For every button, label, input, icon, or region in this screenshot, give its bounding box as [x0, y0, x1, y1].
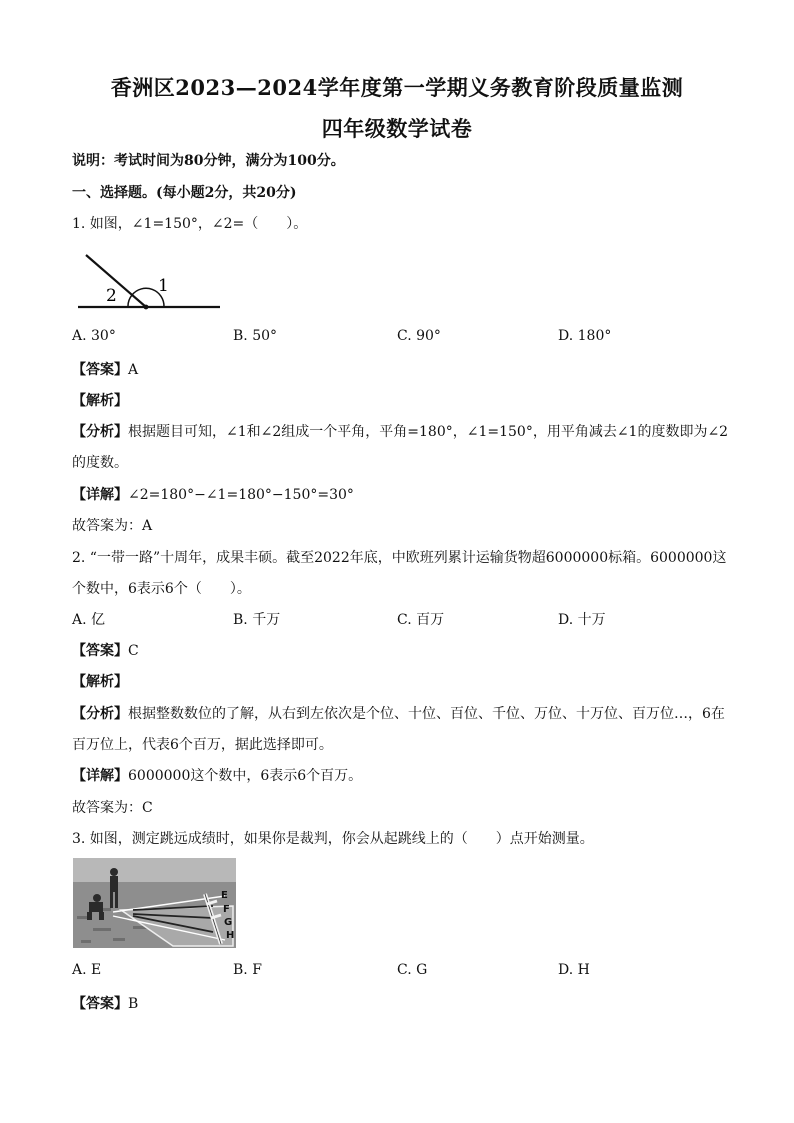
q1-conclusion: 故答案为：A: [72, 518, 153, 534]
q1-angle-figure: [72, 243, 222, 315]
q1-option-a: A. 30°: [72, 328, 116, 344]
exam-title: 香洲区2023—2024学年度第一学期义务教育阶段质量监测: [110, 75, 684, 100]
q2-answer: 【答案】C: [72, 643, 139, 659]
q1-arc-2: [128, 295, 132, 307]
q3-option-d: D. H: [558, 962, 590, 978]
exam-subtitle: 四年级数学试卷: [321, 116, 473, 141]
q1-fenxi-cont: 的度数。: [72, 455, 128, 471]
q3-long-jump-photo: [73, 858, 236, 948]
q3-answer: 【答案】B: [72, 996, 139, 1012]
q2-xiangjie: 【详解】6000000这个数中，6表示6个百万。: [72, 768, 363, 784]
q2-analysis-tag: 【解析】: [72, 674, 128, 690]
q2-fenxi: 【分析】根据整数数位的了解，从右到左依次是个位、十位、百位、千位、万位、十万位、百万位…，6在: [72, 706, 725, 722]
q3-label-e: E: [221, 890, 228, 901]
q2-option-b: B. 千万: [233, 612, 281, 628]
q1-vertex: [144, 305, 149, 310]
q3-label-f: F: [223, 904, 230, 915]
q2-stem: 2. “一带一路”十周年，成果丰硕。截至2022年底，中欧班列累计运输货物超6000000标箱。6000000这: [72, 550, 727, 566]
q1-answer: 【答案】A: [72, 362, 139, 378]
q1-option-c: C. 90°: [397, 328, 441, 344]
q3-stem: 3. 如图，测定跳远成绩时，如果你是裁判，你会从起跳线上的（ ）点开始测量。: [72, 831, 594, 847]
q3-label-h: H: [226, 930, 235, 941]
q3-option-b: B. F: [233, 962, 262, 978]
q1-xiangjie: 【详解】∠2=180°−∠1=180°−150°=30°: [72, 487, 354, 503]
q1-fenxi: 【分析】根据题目可知，∠1和∠2组成一个平角，平角=180°，∠1=150°，用平角减去∠1的度数即为∠2: [72, 424, 729, 440]
q2-stem-cont: 个数中，6表示6个（ ）。: [72, 581, 251, 597]
q1-label-2: 2: [106, 286, 117, 306]
q3-option-c: C. G: [397, 962, 428, 978]
q1-option-b: B. 50°: [233, 328, 278, 344]
q3-label-g: G: [224, 917, 233, 928]
q2-conclusion: 故答案为：C: [72, 800, 153, 816]
q1-option-d: D. 180°: [558, 328, 612, 344]
q1-analysis-tag: 【解析】: [72, 393, 128, 409]
q2-option-c: C. 百万: [397, 612, 445, 628]
q2-fenxi-cont: 百万位上，代表6个百万，据此选择即可。: [72, 737, 333, 753]
q2-option-a: A. 亿: [72, 612, 106, 628]
q2-option-d: D. 十万: [558, 612, 606, 628]
section-heading: 一、选择题。(每小题2分，共20分): [72, 185, 297, 201]
q3-option-a: A. E: [72, 962, 102, 978]
q1-stem: 1. 如图，∠1=150°，∠2=（ ）。: [72, 216, 308, 232]
exam-instructions: 说明：考试时间为80分钟，满分为100分。: [72, 153, 345, 169]
q1-label-1: 1: [158, 276, 169, 296]
